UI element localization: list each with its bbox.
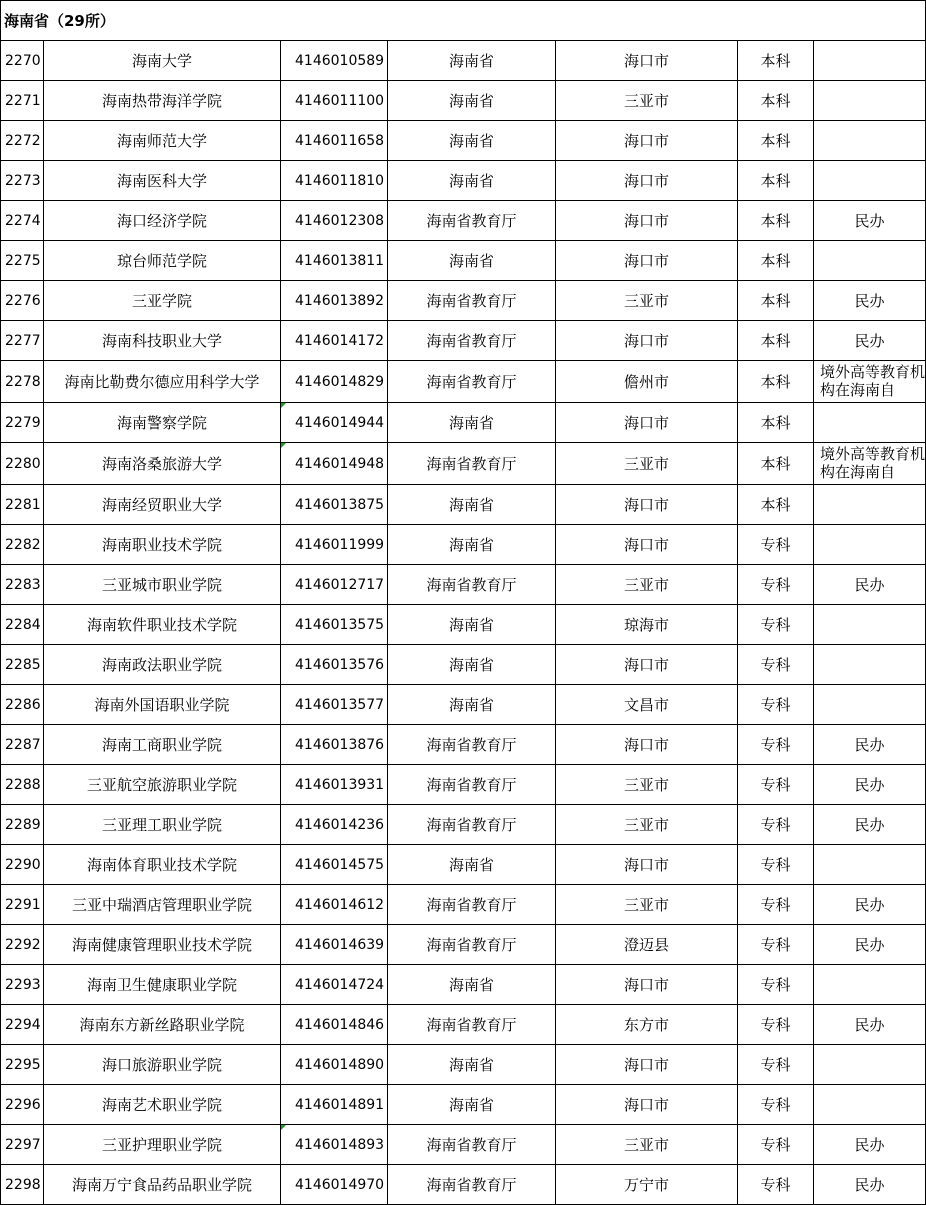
remark-cell bbox=[814, 121, 926, 161]
city-cell: 海口市 bbox=[556, 41, 738, 81]
school-code-cell: 4146011100 bbox=[281, 81, 388, 121]
school-name-cell: 海南工商职业学院 bbox=[44, 725, 281, 765]
school-code-cell: 4146013892 bbox=[281, 281, 388, 321]
school-code-cell: 4146014236 bbox=[281, 805, 388, 845]
governing-department-cell: 海南省教育厅 bbox=[388, 805, 556, 845]
row-index-cell: 2289 bbox=[1, 805, 44, 845]
table-row bbox=[1, 281, 926, 321]
cell-comment-marker-icon bbox=[281, 403, 286, 408]
table-row bbox=[1, 361, 926, 403]
table-row bbox=[1, 525, 926, 565]
table-row bbox=[1, 605, 926, 645]
table-row bbox=[1, 1165, 926, 1205]
school-name-cell: 海南政法职业学院 bbox=[44, 645, 281, 685]
table-row bbox=[1, 565, 926, 605]
table-row bbox=[1, 805, 926, 845]
school-code-cell: 4146014639 bbox=[281, 925, 388, 965]
school-name-cell: 三亚护理职业学院 bbox=[44, 1125, 281, 1165]
governing-department-cell: 海南省教育厅 bbox=[388, 765, 556, 805]
school-name-cell: 海南洛桑旅游大学 bbox=[44, 443, 281, 485]
governing-department-cell: 海南省教育厅 bbox=[388, 201, 556, 241]
education-level-cell: 本科 bbox=[738, 121, 814, 161]
remark-cell bbox=[814, 1085, 926, 1125]
governing-department-cell: 海南省 bbox=[388, 81, 556, 121]
row-index-cell: 2291 bbox=[1, 885, 44, 925]
education-level-cell: 专科 bbox=[738, 765, 814, 805]
school-name-cell: 海南艺术职业学院 bbox=[44, 1085, 281, 1125]
governing-department-cell: 海南省教育厅 bbox=[388, 1165, 556, 1205]
governing-department-cell: 海南省 bbox=[388, 685, 556, 725]
city-cell: 澄迈县 bbox=[556, 925, 738, 965]
governing-department-cell: 海南省教育厅 bbox=[388, 925, 556, 965]
school-name-cell: 三亚学院 bbox=[44, 281, 281, 321]
table-row bbox=[1, 765, 926, 805]
title-row bbox=[1, 1, 926, 41]
remark-cell bbox=[814, 361, 926, 403]
table-row bbox=[1, 41, 926, 81]
row-index-cell: 2278 bbox=[1, 361, 44, 403]
education-level-cell: 本科 bbox=[738, 201, 814, 241]
school-code-cell: 4146013875 bbox=[281, 485, 388, 525]
row-index-cell: 2294 bbox=[1, 1005, 44, 1045]
row-index-cell: 2276 bbox=[1, 281, 44, 321]
school-code-cell: 4146013931 bbox=[281, 765, 388, 805]
school-name-cell: 三亚理工职业学院 bbox=[44, 805, 281, 845]
school-name-cell: 海南警察学院 bbox=[44, 403, 281, 443]
row-index-cell: 2287 bbox=[1, 725, 44, 765]
education-level-cell: 本科 bbox=[738, 241, 814, 281]
school-code-cell: 4146014944 bbox=[281, 403, 388, 443]
school-name-cell: 海南经贸职业大学 bbox=[44, 485, 281, 525]
city-cell: 三亚市 bbox=[556, 443, 738, 485]
education-level-cell: 专科 bbox=[738, 605, 814, 645]
city-cell: 万宁市 bbox=[556, 1165, 738, 1205]
city-cell: 三亚市 bbox=[556, 81, 738, 121]
education-level-cell: 专科 bbox=[738, 965, 814, 1005]
school-code-cell: 4146012717 bbox=[281, 565, 388, 605]
city-cell: 海口市 bbox=[556, 121, 738, 161]
row-index-cell: 2280 bbox=[1, 443, 44, 485]
table-row bbox=[1, 403, 926, 443]
remark-text: 境外高等教育机构在海南自 bbox=[820, 363, 926, 399]
governing-department-cell: 海南省 bbox=[388, 485, 556, 525]
school-name-cell: 海南外国语职业学院 bbox=[44, 685, 281, 725]
remark-cell: 民办 bbox=[814, 885, 926, 925]
school-name-cell: 海南师范大学 bbox=[44, 121, 281, 161]
cell-comment-marker-icon bbox=[281, 443, 286, 448]
remark-cell: 民办 bbox=[814, 1165, 926, 1205]
row-index-cell: 2277 bbox=[1, 321, 44, 361]
remark-cell: 民办 bbox=[814, 725, 926, 765]
school-name-cell: 海南体育职业技术学院 bbox=[44, 845, 281, 885]
school-name-cell: 三亚航空旅游职业学院 bbox=[44, 765, 281, 805]
remark-cell: 民办 bbox=[814, 765, 926, 805]
row-index-cell: 2274 bbox=[1, 201, 44, 241]
remark-cell: 民办 bbox=[814, 1125, 926, 1165]
table-row bbox=[1, 925, 926, 965]
row-index-cell: 2295 bbox=[1, 1045, 44, 1085]
table-row bbox=[1, 1125, 926, 1165]
remark-cell: 民办 bbox=[814, 281, 926, 321]
row-index-cell: 2288 bbox=[1, 765, 44, 805]
table-row bbox=[1, 201, 926, 241]
city-cell: 琼海市 bbox=[556, 605, 738, 645]
remark-cell bbox=[814, 241, 926, 281]
governing-department-cell: 海南省 bbox=[388, 403, 556, 443]
education-level-cell: 专科 bbox=[738, 1045, 814, 1085]
city-cell: 三亚市 bbox=[556, 565, 738, 605]
education-level-cell: 本科 bbox=[738, 485, 814, 525]
school-code-cell: 4146011999 bbox=[281, 525, 388, 565]
school-code-cell: 4146011810 bbox=[281, 161, 388, 201]
school-name-cell: 海南职业技术学院 bbox=[44, 525, 281, 565]
education-level-cell: 本科 bbox=[738, 281, 814, 321]
row-index-cell: 2273 bbox=[1, 161, 44, 201]
school-name-cell: 海南医科大学 bbox=[44, 161, 281, 201]
table-row bbox=[1, 1045, 926, 1085]
row-index-cell: 2271 bbox=[1, 81, 44, 121]
city-cell: 三亚市 bbox=[556, 1125, 738, 1165]
school-name-cell: 海南比勒费尔德应用科学大学 bbox=[44, 361, 281, 403]
education-level-cell: 专科 bbox=[738, 525, 814, 565]
table-row bbox=[1, 241, 926, 281]
city-cell: 海口市 bbox=[556, 1085, 738, 1125]
remark-cell bbox=[814, 645, 926, 685]
school-code-cell: 4146014890 bbox=[281, 1045, 388, 1085]
education-level-cell: 专科 bbox=[738, 645, 814, 685]
education-level-cell: 本科 bbox=[738, 81, 814, 121]
governing-department-cell: 海南省 bbox=[388, 1085, 556, 1125]
school-name-cell: 海南卫生健康职业学院 bbox=[44, 965, 281, 1005]
row-index-cell: 2279 bbox=[1, 403, 44, 443]
city-cell: 海口市 bbox=[556, 845, 738, 885]
remark-cell: 民办 bbox=[814, 321, 926, 361]
row-index-cell: 2293 bbox=[1, 965, 44, 1005]
governing-department-cell: 海南省 bbox=[388, 161, 556, 201]
school-code-cell: 4146013876 bbox=[281, 725, 388, 765]
row-index-cell: 2282 bbox=[1, 525, 44, 565]
city-cell: 海口市 bbox=[556, 485, 738, 525]
school-code-cell: 4146011658 bbox=[281, 121, 388, 161]
education-level-cell: 专科 bbox=[738, 845, 814, 885]
city-cell: 海口市 bbox=[556, 645, 738, 685]
governing-department-cell: 海南省 bbox=[388, 1045, 556, 1085]
sheet-title: 海南省（29所） bbox=[1, 1, 926, 41]
school-code-cell: 4146013811 bbox=[281, 241, 388, 281]
school-code-cell: 4146013577 bbox=[281, 685, 388, 725]
table-row bbox=[1, 161, 926, 201]
school-name-cell: 海南软件职业技术学院 bbox=[44, 605, 281, 645]
education-level-cell: 专科 bbox=[738, 685, 814, 725]
row-index-cell: 2292 bbox=[1, 925, 44, 965]
city-cell: 海口市 bbox=[556, 201, 738, 241]
education-level-cell: 本科 bbox=[738, 361, 814, 403]
school-name-cell: 海南东方新丝路职业学院 bbox=[44, 1005, 281, 1045]
row-index-cell: 2283 bbox=[1, 565, 44, 605]
remark-cell bbox=[814, 161, 926, 201]
row-index-cell: 2297 bbox=[1, 1125, 44, 1165]
remark-cell bbox=[814, 525, 926, 565]
remark-cell bbox=[814, 685, 926, 725]
city-cell: 海口市 bbox=[556, 965, 738, 1005]
table-row bbox=[1, 1005, 926, 1045]
remark-cell bbox=[814, 845, 926, 885]
education-level-cell: 专科 bbox=[738, 885, 814, 925]
school-name-cell: 海南科技职业大学 bbox=[44, 321, 281, 361]
school-code-cell: 4146012308 bbox=[281, 201, 388, 241]
table-row bbox=[1, 121, 926, 161]
school-name-cell: 三亚城市职业学院 bbox=[44, 565, 281, 605]
remark-cell: 民办 bbox=[814, 201, 926, 241]
table-row bbox=[1, 965, 926, 1005]
row-index-cell: 2281 bbox=[1, 485, 44, 525]
row-index-cell: 2298 bbox=[1, 1165, 44, 1205]
education-level-cell: 专科 bbox=[738, 725, 814, 765]
school-code-cell: 4146014846 bbox=[281, 1005, 388, 1045]
table-row bbox=[1, 1085, 926, 1125]
school-name-cell: 三亚中瑞酒店管理职业学院 bbox=[44, 885, 281, 925]
city-cell: 海口市 bbox=[556, 725, 738, 765]
table-row bbox=[1, 485, 926, 525]
table-row bbox=[1, 685, 926, 725]
education-level-cell: 专科 bbox=[738, 1125, 814, 1165]
row-index-cell: 2296 bbox=[1, 1085, 44, 1125]
row-index-cell: 2270 bbox=[1, 41, 44, 81]
table-row bbox=[1, 81, 926, 121]
cell-comment-marker-icon bbox=[281, 1125, 286, 1130]
education-level-cell: 专科 bbox=[738, 805, 814, 845]
school-code-cell: 4146013575 bbox=[281, 605, 388, 645]
table-row bbox=[1, 443, 926, 485]
governing-department-cell: 海南省教育厅 bbox=[388, 565, 556, 605]
governing-department-cell: 海南省 bbox=[388, 965, 556, 1005]
remark-cell bbox=[814, 443, 926, 485]
education-level-cell: 专科 bbox=[738, 925, 814, 965]
remark-cell: 民办 bbox=[814, 1005, 926, 1045]
school-code-cell: 4146014724 bbox=[281, 965, 388, 1005]
school-code-cell: 4146014172 bbox=[281, 321, 388, 361]
remark-cell: 民办 bbox=[814, 805, 926, 845]
city-cell: 海口市 bbox=[556, 403, 738, 443]
city-cell: 海口市 bbox=[556, 525, 738, 565]
table-row bbox=[1, 645, 926, 685]
city-cell: 海口市 bbox=[556, 1045, 738, 1085]
city-cell: 海口市 bbox=[556, 241, 738, 281]
remark-cell bbox=[814, 485, 926, 525]
governing-department-cell: 海南省教育厅 bbox=[388, 885, 556, 925]
school-name-cell: 海南健康管理职业技术学院 bbox=[44, 925, 281, 965]
remark-cell: 民办 bbox=[814, 925, 926, 965]
remark-cell: 民办 bbox=[814, 565, 926, 605]
city-cell: 海口市 bbox=[556, 321, 738, 361]
row-index-cell: 2290 bbox=[1, 845, 44, 885]
school-code-cell: 4146013576 bbox=[281, 645, 388, 685]
school-code-cell: 4146014575 bbox=[281, 845, 388, 885]
governing-department-cell: 海南省教育厅 bbox=[388, 321, 556, 361]
school-code-cell: 4146014948 bbox=[281, 443, 388, 485]
remark-cell bbox=[814, 1045, 926, 1085]
remark-cell bbox=[814, 81, 926, 121]
education-level-cell: 专科 bbox=[738, 1165, 814, 1205]
city-cell: 三亚市 bbox=[556, 805, 738, 845]
row-index-cell: 2275 bbox=[1, 241, 44, 281]
education-level-cell: 本科 bbox=[738, 161, 814, 201]
governing-department-cell: 海南省 bbox=[388, 121, 556, 161]
education-level-cell: 专科 bbox=[738, 1005, 814, 1045]
governing-department-cell: 海南省教育厅 bbox=[388, 1005, 556, 1045]
school-code-cell: 4146010589 bbox=[281, 41, 388, 81]
school-code-cell: 4146014970 bbox=[281, 1165, 388, 1205]
governing-department-cell: 海南省 bbox=[388, 241, 556, 281]
education-level-cell: 本科 bbox=[738, 443, 814, 485]
remark-cell bbox=[814, 403, 926, 443]
table-row bbox=[1, 885, 926, 925]
governing-department-cell: 海南省教育厅 bbox=[388, 1125, 556, 1165]
governing-department-cell: 海南省教育厅 bbox=[388, 725, 556, 765]
remark-cell bbox=[814, 605, 926, 645]
city-cell: 东方市 bbox=[556, 1005, 738, 1045]
governing-department-cell: 海南省 bbox=[388, 645, 556, 685]
table-row bbox=[1, 725, 926, 765]
city-cell: 三亚市 bbox=[556, 281, 738, 321]
school-name-cell: 琼台师范学院 bbox=[44, 241, 281, 281]
school-code-cell: 4146014612 bbox=[281, 885, 388, 925]
table-row bbox=[1, 321, 926, 361]
school-name-cell: 海口旅游职业学院 bbox=[44, 1045, 281, 1085]
school-name-cell: 海南万宁食品药品职业学院 bbox=[44, 1165, 281, 1205]
education-level-cell: 本科 bbox=[738, 321, 814, 361]
education-level-cell: 专科 bbox=[738, 1085, 814, 1125]
education-level-cell: 本科 bbox=[738, 41, 814, 81]
governing-department-cell: 海南省教育厅 bbox=[388, 443, 556, 485]
city-cell: 文昌市 bbox=[556, 685, 738, 725]
city-cell: 三亚市 bbox=[556, 885, 738, 925]
education-level-cell: 专科 bbox=[738, 565, 814, 605]
governing-department-cell: 海南省教育厅 bbox=[388, 281, 556, 321]
school-code-cell: 4146014893 bbox=[281, 1125, 388, 1165]
row-index-cell: 2286 bbox=[1, 685, 44, 725]
governing-department-cell: 海南省教育厅 bbox=[388, 361, 556, 403]
governing-department-cell: 海南省 bbox=[388, 41, 556, 81]
remark-text: 境外高等教育机构在海南自 bbox=[820, 445, 926, 481]
remark-cell bbox=[814, 965, 926, 1005]
city-cell: 儋州市 bbox=[556, 361, 738, 403]
row-index-cell: 2284 bbox=[1, 605, 44, 645]
row-index-cell: 2272 bbox=[1, 121, 44, 161]
remark-cell bbox=[814, 41, 926, 81]
city-cell: 三亚市 bbox=[556, 765, 738, 805]
table-row bbox=[1, 845, 926, 885]
school-name-cell: 海南热带海洋学院 bbox=[44, 81, 281, 121]
governing-department-cell: 海南省 bbox=[388, 525, 556, 565]
school-name-cell: 海南大学 bbox=[44, 41, 281, 81]
school-name-cell: 海口经济学院 bbox=[44, 201, 281, 241]
governing-department-cell: 海南省 bbox=[388, 845, 556, 885]
education-level-cell: 本科 bbox=[738, 403, 814, 443]
governing-department-cell: 海南省 bbox=[388, 605, 556, 645]
city-cell: 海口市 bbox=[556, 161, 738, 201]
row-index-cell: 2285 bbox=[1, 645, 44, 685]
school-code-cell: 4146014829 bbox=[281, 361, 388, 403]
school-code-cell: 4146014891 bbox=[281, 1085, 388, 1125]
